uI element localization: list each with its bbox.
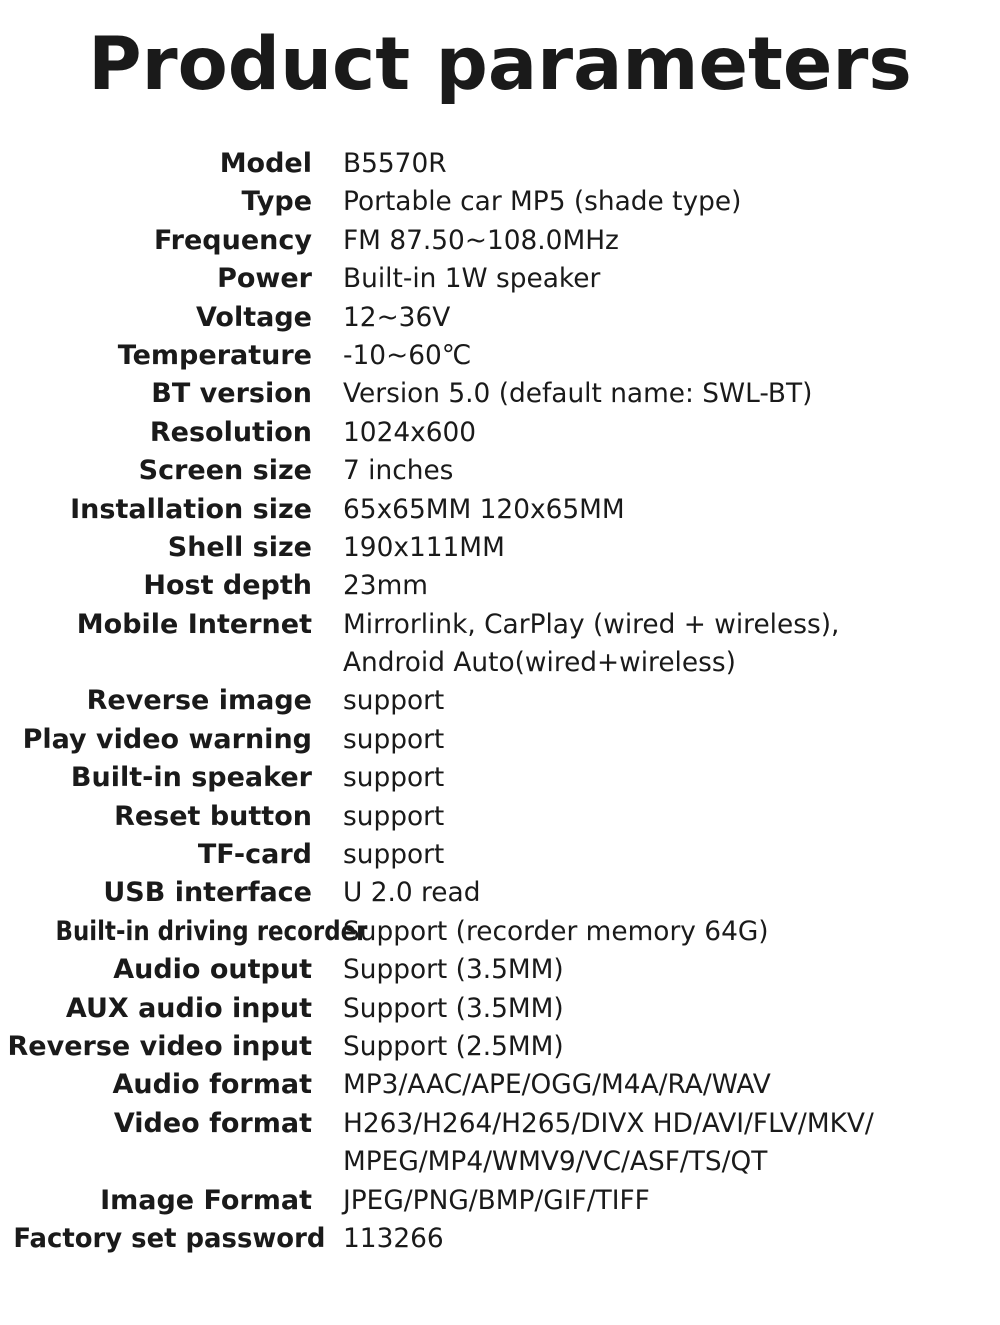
spec-value-line: 190x111MM	[343, 531, 505, 563]
spec-value-line: 7 inches	[343, 455, 454, 487]
spec-value	[343, 145, 1000, 183]
spec-label	[0, 990, 312, 1028]
spec-row	[0, 414, 1000, 452]
spec-row	[0, 260, 1000, 298]
spec-value	[343, 1066, 1000, 1104]
spec-label	[0, 529, 312, 567]
spec-label-text: Video format	[113, 1107, 312, 1139]
spec-label	[0, 951, 312, 989]
spec-row	[0, 1105, 1000, 1182]
spec-value-line: B5570R	[343, 148, 447, 179]
spec-label	[0, 183, 312, 221]
spec-value	[343, 1028, 1000, 1066]
spec-value-line: Android Auto(wired+wireless)	[343, 647, 736, 679]
spec-label-text: Image Format	[100, 1184, 312, 1216]
spec-label-text: Reset button	[114, 800, 312, 832]
spec-label	[0, 145, 312, 183]
spec-label	[0, 759, 312, 797]
spec-row	[0, 222, 1000, 260]
spec-label-text: Screen size	[138, 455, 312, 487]
spec-value-line: Support (3.5MM)	[343, 954, 564, 986]
spec-label-text: Audio format	[112, 1069, 312, 1101]
spec-value-line: support	[343, 762, 445, 794]
spec-value-line: 65x65MM 120x65MM	[343, 493, 625, 525]
spec-value-line: 113266	[343, 1222, 444, 1254]
spec-row	[0, 836, 1000, 874]
spec-value-line: JPEG/PNG/BMP/GIF/TIFF	[343, 1184, 650, 1216]
spec-label-text: Factory set password	[13, 1222, 326, 1254]
spec-label-text: Shell size	[167, 531, 312, 563]
spec-value-line: U 2.0 read	[343, 877, 481, 909]
spec-value	[343, 990, 1000, 1028]
spec-value-line: 23mm	[343, 570, 428, 602]
spec-value	[343, 260, 1000, 298]
spec-value-line: support	[343, 839, 445, 871]
spec-value-line: -10~60℃	[343, 339, 472, 371]
spec-value-line: MP3/AAC/APE/OGG/M4A/RA/WAV	[343, 1069, 771, 1101]
spec-label-text: USB interface	[103, 877, 312, 909]
spec-row	[0, 145, 1000, 183]
spec-label-text: TF-card	[197, 839, 312, 871]
spec-label	[0, 260, 312, 298]
spec-value-line: FM 87.50~108.0MHz	[343, 224, 619, 256]
spec-row	[0, 606, 1000, 683]
spec-row	[0, 1220, 1000, 1258]
spec-label-text: Mobile Internet	[76, 608, 312, 640]
spec-value	[343, 951, 1000, 989]
spec-row	[0, 375, 1000, 413]
spec-label-text: Reverse image	[86, 685, 312, 717]
spec-value-line: Support (recorder memory 64G)	[343, 915, 769, 947]
spec-label	[0, 567, 312, 605]
spec-value	[343, 567, 1000, 605]
spec-label	[0, 1105, 312, 1143]
spec-value	[343, 798, 1000, 836]
spec-value	[343, 682, 1000, 720]
spec-table	[0, 145, 1000, 1258]
spec-row	[0, 1182, 1000, 1220]
spec-row	[0, 990, 1000, 1028]
spec-label-text: Temperature	[117, 339, 312, 371]
spec-label	[0, 414, 312, 452]
spec-row	[0, 529, 1000, 567]
spec-value	[343, 222, 1000, 260]
spec-label	[0, 1028, 312, 1066]
spec-label-text: Type	[241, 186, 312, 218]
spec-label	[0, 836, 312, 874]
page-title: Product parameters	[88, 22, 912, 107]
spec-value-line: support	[343, 800, 445, 832]
spec-value	[343, 337, 1000, 375]
spec-label	[0, 1066, 312, 1104]
spec-row	[0, 951, 1000, 989]
spec-value-line: Support (2.5MM)	[343, 1030, 564, 1062]
spec-label-text: Resolution	[149, 416, 312, 448]
spec-label	[0, 337, 312, 375]
spec-row	[0, 721, 1000, 759]
spec-row	[0, 491, 1000, 529]
spec-label-text: Model	[219, 148, 312, 179]
spec-value-line: Version 5.0 (default name: SWL-BT)	[343, 378, 813, 410]
spec-label	[0, 913, 368, 951]
spec-row	[0, 299, 1000, 337]
spec-value-line: support	[343, 685, 445, 717]
spec-label-text: Built-in driving recorder	[55, 915, 368, 947]
spec-row	[0, 183, 1000, 221]
spec-row	[0, 567, 1000, 605]
spec-row	[0, 759, 1000, 797]
spec-value	[343, 414, 1000, 452]
spec-value-line: 12~36V	[343, 301, 451, 333]
spec-label-text: Host depth	[143, 570, 312, 602]
spec-row	[0, 798, 1000, 836]
spec-row	[0, 337, 1000, 375]
spec-row	[0, 913, 1000, 951]
spec-label	[0, 491, 312, 529]
spec-label	[0, 798, 312, 836]
spec-label	[0, 874, 312, 912]
spec-value	[343, 759, 1000, 797]
spec-label-text: Frequency	[153, 224, 312, 256]
spec-value-line: 1024x600	[343, 416, 477, 448]
spec-value-line: H263/H264/H265/DIVX HD/AVI/FLV/MKV/	[343, 1107, 874, 1139]
spec-value-line: Built-in 1W speaker	[343, 263, 601, 295]
spec-label-text: Voltage	[196, 301, 312, 333]
spec-label-text: Built-in speaker	[70, 762, 312, 794]
spec-value	[343, 491, 1000, 529]
spec-label-text: AUX audio input	[65, 992, 312, 1024]
spec-label	[0, 682, 312, 720]
spec-row	[0, 682, 1000, 720]
spec-value	[343, 913, 1000, 951]
spec-value	[343, 874, 1000, 912]
spec-row	[0, 874, 1000, 912]
spec-label	[0, 1220, 326, 1258]
spec-label-text: Audio output	[113, 954, 312, 986]
spec-value-line: MPEG/MP4/WMV9/VC/ASF/TS/QT	[343, 1146, 768, 1178]
spec-row	[0, 1028, 1000, 1066]
spec-label	[0, 606, 312, 644]
spec-label-text: Play video warning	[22, 723, 312, 755]
spec-label	[0, 222, 312, 260]
spec-value	[343, 1182, 1000, 1220]
spec-value	[343, 1220, 1000, 1258]
spec-value-line: Support (3.5MM)	[343, 992, 564, 1024]
spec-label-text: Reverse video input	[7, 1030, 312, 1062]
spec-label	[0, 452, 312, 490]
spec-value-line: Mirrorlink, CarPlay (wired + wireless),	[343, 608, 840, 640]
spec-label	[0, 721, 312, 759]
spec-row	[0, 452, 1000, 490]
spec-value	[343, 299, 1000, 337]
spec-value	[343, 1105, 1000, 1182]
spec-label	[0, 299, 312, 337]
spec-label	[0, 375, 312, 413]
spec-value	[343, 606, 1000, 683]
spec-label	[0, 1182, 312, 1220]
spec-value	[343, 375, 1000, 413]
spec-row	[0, 1066, 1000, 1104]
spec-value-line: Portable car MP5 (shade type)	[343, 186, 742, 218]
spec-value	[343, 836, 1000, 874]
spec-value	[343, 529, 1000, 567]
spec-value	[343, 721, 1000, 759]
spec-label-text: Power	[217, 263, 312, 295]
spec-value	[343, 452, 1000, 490]
spec-label-text: Installation size	[70, 493, 312, 525]
spec-label-text: BT version	[151, 378, 312, 410]
spec-value	[343, 183, 1000, 221]
spec-value-line: support	[343, 723, 445, 755]
